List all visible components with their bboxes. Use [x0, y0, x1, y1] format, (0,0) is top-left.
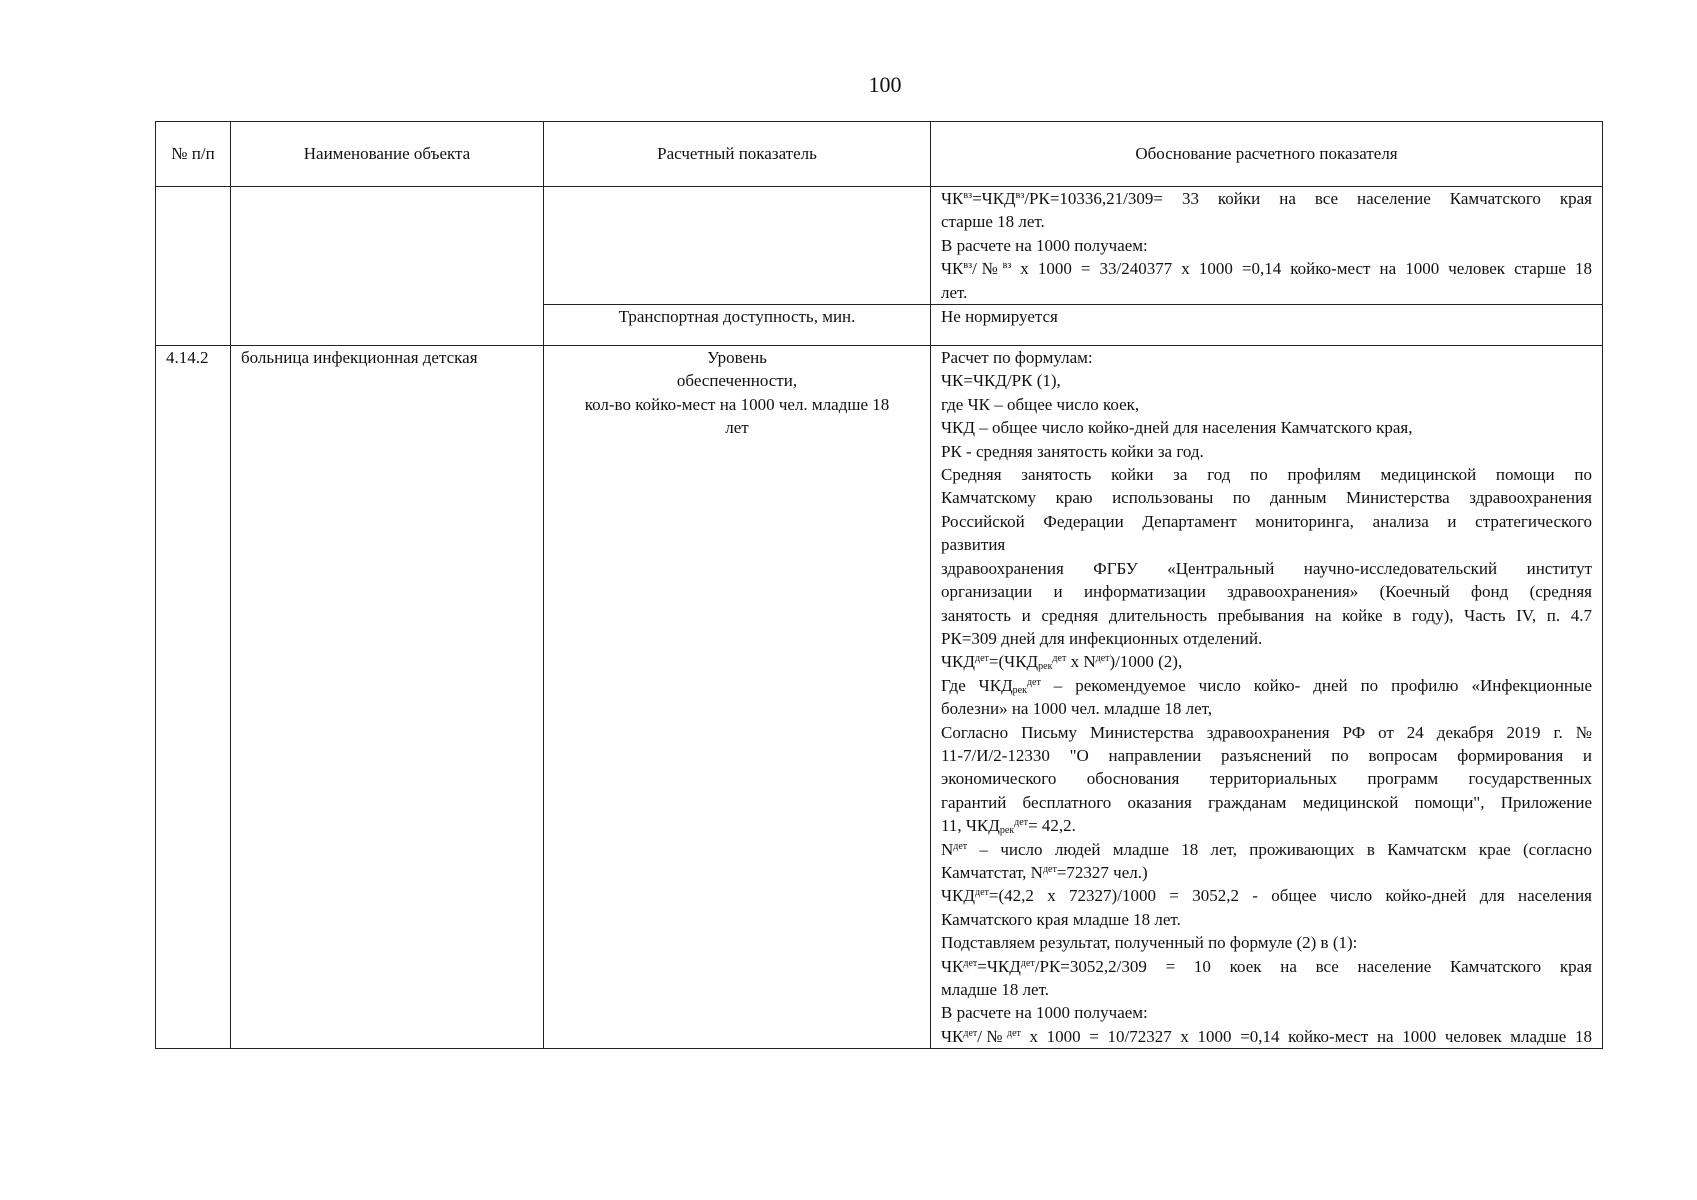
text-fragment: Камчатского края младше 18 лет.: [941, 909, 1181, 929]
text-fragment: /РК=10336,21/309= 33 койки на все население Камчатского края: [1024, 189, 1592, 208]
text-line: [941, 697, 1592, 720]
indicator-line: лет: [725, 418, 749, 438]
superscript: вз: [963, 260, 973, 272]
text-fragment: Расчет по формулам:: [941, 348, 1093, 368]
cell-indicator: [544, 187, 931, 305]
text-fragment: =(ЧКД: [988, 652, 1039, 672]
text-fragment: =ЧКД: [977, 956, 1021, 976]
superscript: вз: [963, 190, 973, 201]
text-line: [941, 257, 1592, 280]
superscript: дет: [1007, 1027, 1021, 1039]
text-fragment: ЧКД – общее число койко-дней для населения Камчатского края,: [941, 418, 1413, 438]
text-fragment: РК=309 дней для инфекционных отделений.: [941, 628, 1263, 648]
text-fragment: х 1000 = 33/240377 х 1000 =0,14 койко-мест на 1000 человек старше 18: [1011, 259, 1592, 279]
page-number: 100: [868, 72, 902, 97]
superscript: вз: [1002, 260, 1012, 272]
text-line: [941, 604, 1592, 627]
superscript: дет: [1042, 863, 1057, 875]
text-line: [941, 533, 1592, 556]
header-object-name: Наименование объекта: [231, 122, 544, 187]
justification-text: [941, 346, 1592, 1048]
superscript: дет: [1020, 957, 1035, 969]
text-fragment: =(42,2 х 72327)/1000 = 3052,2 - общее число койко-дней для населения: [988, 886, 1592, 906]
text-line: [941, 955, 1592, 978]
text-line: [941, 210, 1592, 233]
text-line: [941, 234, 1592, 257]
text-fragment: Камчатстат, N: [941, 862, 1043, 882]
text-fragment: /№: [977, 1026, 1007, 1046]
text-fragment: )/1000 (2),: [1109, 652, 1183, 672]
table-header-row: [156, 122, 1603, 187]
text-line: [941, 931, 1592, 954]
text-line: [941, 346, 1592, 369]
text-fragment: старше 18 лет.: [941, 212, 1045, 232]
text-fragment: здравоохранения ФГБУ «Центральный научно-исследовательский институт: [941, 558, 1592, 578]
text-line: [941, 838, 1592, 861]
text-line: [941, 884, 1592, 907]
table-row: [156, 187, 1603, 305]
superscript: дет: [963, 957, 978, 969]
text-line: [941, 416, 1592, 439]
superscript: вз: [1015, 190, 1025, 201]
text-line: [941, 510, 1592, 533]
text-line: [941, 791, 1592, 814]
subscript: рек: [999, 825, 1015, 837]
text-fragment: В расчете на 1000 получаем:: [941, 235, 1148, 255]
superscript: дет: [953, 840, 968, 852]
text-fragment: ЧКД: [941, 886, 975, 906]
cell-number: [156, 187, 231, 346]
text-fragment: Средняя занятость койки за год по профилям медицинской помощи по: [941, 465, 1592, 485]
header-justification: Обоснование расчетного показателя: [931, 122, 1603, 187]
text-line: [941, 721, 1592, 744]
text-fragment: лет.: [941, 282, 968, 302]
text-fragment: младше 18 лет.: [941, 980, 1050, 999]
text-line: [941, 486, 1592, 509]
text-fragment: 11, ЧКД: [941, 816, 1000, 836]
text-line: [941, 627, 1592, 650]
text-line: [941, 744, 1592, 767]
text-line: [941, 908, 1592, 931]
text-line: [941, 369, 1592, 392]
indicator-line: Уровень: [707, 348, 767, 368]
cell-indicator: [544, 346, 931, 1049]
cell-object-name: [231, 187, 544, 346]
superscript: дет: [974, 887, 989, 899]
text-line: [941, 440, 1592, 463]
superscript: дет: [1026, 676, 1041, 688]
text-fragment: /№: [972, 259, 1003, 279]
text-fragment: болезни» на 1000 чел. младше 18 лет,: [941, 699, 1213, 719]
text-fragment: ЧКД: [941, 652, 975, 672]
text-fragment: развития: [941, 535, 1006, 555]
text-fragment: ЧК: [941, 189, 964, 208]
text-fragment: – число людей младше 18 лет, проживающих в Камчатскм крае (согласно: [967, 839, 1592, 859]
text-fragment: ЧК: [941, 259, 964, 279]
text-fragment: /РК=3052,2/309 = 10 коек на все население Камчатского края: [1034, 956, 1592, 976]
text-line: [941, 281, 1592, 304]
indicator-line: кол-во койко-мест на 1000 чел. младше 18: [584, 394, 890, 414]
cell-object-name: больница инфекционная детская: [231, 346, 544, 1049]
table-row: [156, 346, 1603, 1049]
cell-justification-transport: Не нормируется: [931, 305, 1603, 346]
text-fragment: В расчете на 1000 получаем:: [941, 1003, 1148, 1023]
subscript: рек: [1012, 684, 1027, 696]
text-line: [941, 187, 1592, 210]
text-line: [941, 1001, 1592, 1024]
text-fragment: = 42,2.: [1028, 816, 1076, 836]
text-line: [941, 814, 1592, 837]
text-line: [941, 674, 1592, 697]
text-fragment: гарантий бесплатного оказания гражданам медицинской помощи", Приложение: [941, 792, 1592, 812]
text-fragment: х N: [1066, 652, 1096, 672]
text-fragment: РК - средняя занятость койки за год.: [941, 441, 1204, 461]
header-indicator: Расчетный показатель: [544, 122, 931, 187]
text-fragment: Российской Федерации Департамент мониторинга, анализа и стратегического: [941, 511, 1592, 531]
text-fragment: 11-7/И/2-12330 "О направлении разъяснений по вопросам формирования и: [941, 745, 1592, 765]
text-fragment: Где ЧКД: [941, 675, 1013, 695]
text-line: [941, 463, 1592, 486]
text-line: [941, 978, 1592, 1001]
text-fragment: =72327 чел.): [1056, 862, 1148, 882]
norms-table: [155, 121, 1603, 1049]
text-fragment: Подставляем результат, полученный по формуле (2) в (1):: [941, 933, 1358, 953]
text-fragment: организации и информатизации здравоохранения» (Коечный фонд (средняя: [941, 582, 1592, 602]
justification-text: [941, 187, 1592, 304]
superscript: дет: [963, 1027, 978, 1039]
header-number: № п/п: [156, 122, 231, 187]
text-fragment: N: [941, 839, 954, 859]
text-line: [941, 393, 1592, 416]
subscript: рек: [1038, 661, 1053, 673]
text-line: [941, 861, 1592, 884]
superscript: дет: [1052, 653, 1067, 665]
text-fragment: где ЧК – общее число коек,: [941, 394, 1140, 414]
text-line: [941, 1025, 1592, 1048]
cell-number: 4.14.2: [156, 346, 231, 1049]
cell-indicator-transport: Транспортная доступность, мин.: [544, 305, 931, 346]
text-fragment: х 1000 = 10/72327 х 1000 =0,14 койко-мест на 1000 человек младше 18: [1020, 1026, 1592, 1046]
superscript: дет: [1095, 653, 1110, 665]
text-line: [941, 767, 1592, 790]
cell-justification: [931, 346, 1603, 1049]
text-fragment: – рекомендуемое число койко- дней по профилю «Инфекционные: [1040, 675, 1592, 695]
text-line: [941, 650, 1592, 673]
superscript: дет: [1014, 817, 1029, 829]
text-line: [941, 557, 1592, 580]
text-fragment: экономического обоснования территориальных программ государственных: [941, 769, 1592, 789]
text-fragment: Согласно Письму Министерства здравоохранения РФ от 24 декабря 2019 г. №: [941, 722, 1592, 742]
text-fragment: ЧК: [941, 1026, 964, 1046]
text-fragment: ЧК=ЧКД/РК (1),: [941, 371, 1061, 391]
superscript: дет: [974, 653, 989, 665]
text-fragment: =ЧКД: [972, 189, 1016, 208]
indicator-line: обеспеченности,: [676, 371, 798, 391]
text-fragment: ЧК: [941, 956, 964, 976]
text-fragment: занятость и средняя длительность пребывания на койке в году), Часть IV, п. 4.7: [941, 605, 1592, 625]
cell-justification: [931, 187, 1603, 305]
text-line: [941, 580, 1592, 603]
text-fragment: Камчатскому краю использованы по данным Министерства здравоохранения: [941, 488, 1592, 508]
